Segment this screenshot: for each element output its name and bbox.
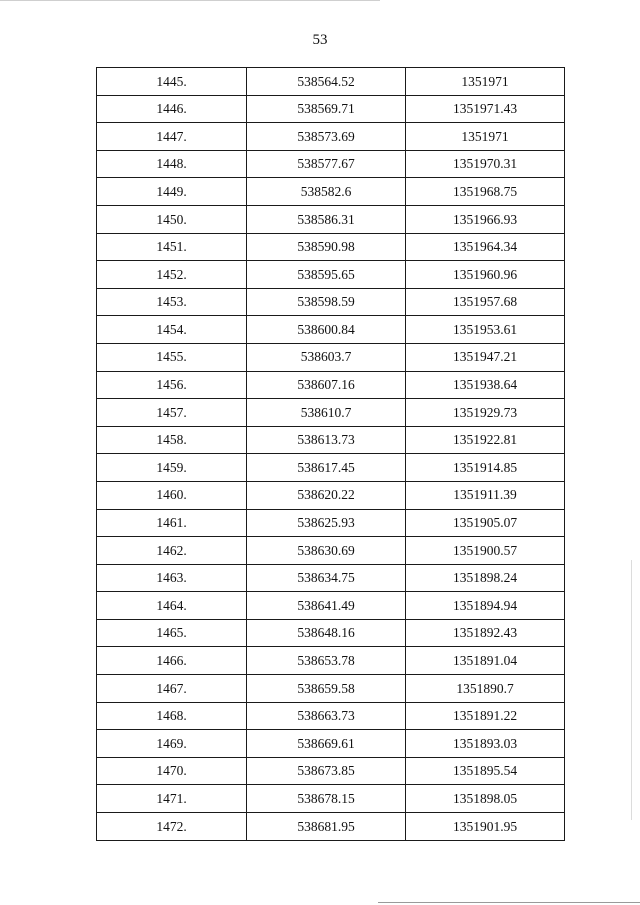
coordinates-table	[96, 67, 565, 841]
y-coordinate-cell: 1351953.61	[406, 316, 565, 344]
table-row	[97, 647, 565, 675]
x-coordinate-cell: 538663.73	[247, 702, 406, 730]
x-coordinate-cell: 538598.59	[247, 288, 406, 316]
y-coordinate-cell: 1351929.73	[406, 399, 565, 427]
table-row	[97, 150, 565, 178]
x-coordinate-cell: 538577.67	[247, 150, 406, 178]
y-coordinate-cell: 1351894.94	[406, 592, 565, 620]
table-row	[97, 399, 565, 427]
y-coordinate-cell: 1351922.81	[406, 426, 565, 454]
table-row	[97, 675, 565, 703]
x-coordinate-cell: 538625.93	[247, 509, 406, 537]
point-number-cell: 1459.	[97, 454, 247, 482]
table-row	[97, 537, 565, 565]
point-number-cell: 1461.	[97, 509, 247, 537]
table-row	[97, 454, 565, 482]
y-coordinate-cell: 1351970.31	[406, 150, 565, 178]
y-coordinate-cell: 1351968.75	[406, 178, 565, 206]
x-coordinate-cell: 538678.15	[247, 785, 406, 813]
table-row	[97, 288, 565, 316]
x-coordinate-cell: 538600.84	[247, 316, 406, 344]
y-coordinate-cell: 1351966.93	[406, 205, 565, 233]
point-number-cell: 1455.	[97, 343, 247, 371]
x-coordinate-cell: 538564.52	[247, 68, 406, 96]
table-row	[97, 564, 565, 592]
table-row	[97, 481, 565, 509]
point-number-cell: 1456.	[97, 371, 247, 399]
x-coordinate-cell: 538659.58	[247, 675, 406, 703]
y-coordinate-cell: 1351971	[406, 123, 565, 151]
y-coordinate-cell: 1351911.39	[406, 481, 565, 509]
x-coordinate-cell: 538573.69	[247, 123, 406, 151]
point-number-cell: 1463.	[97, 564, 247, 592]
table-row	[97, 261, 565, 289]
table-row	[97, 68, 565, 96]
y-coordinate-cell: 1351964.34	[406, 233, 565, 261]
scan-edge-top	[0, 0, 380, 1]
y-coordinate-cell: 1351971.43	[406, 95, 565, 123]
table-row	[97, 371, 565, 399]
table-row	[97, 813, 565, 841]
point-number-cell: 1447.	[97, 123, 247, 151]
point-number-cell: 1458.	[97, 426, 247, 454]
x-coordinate-cell: 538634.75	[247, 564, 406, 592]
y-coordinate-cell: 1351892.43	[406, 619, 565, 647]
table-row	[97, 757, 565, 785]
y-coordinate-cell: 1351895.54	[406, 757, 565, 785]
x-coordinate-cell: 538620.22	[247, 481, 406, 509]
x-coordinate-cell: 538681.95	[247, 813, 406, 841]
y-coordinate-cell: 1351893.03	[406, 730, 565, 758]
x-coordinate-cell: 538641.49	[247, 592, 406, 620]
x-coordinate-cell: 538610.7	[247, 399, 406, 427]
table-row	[97, 730, 565, 758]
point-number-cell: 1460.	[97, 481, 247, 509]
y-coordinate-cell: 1351905.07	[406, 509, 565, 537]
y-coordinate-cell: 1351938.64	[406, 371, 565, 399]
point-number-cell: 1453.	[97, 288, 247, 316]
x-coordinate-cell: 538648.16	[247, 619, 406, 647]
coordinates-table-body	[97, 68, 565, 841]
table-row	[97, 205, 565, 233]
table-row	[97, 426, 565, 454]
point-number-cell: 1465.	[97, 619, 247, 647]
y-coordinate-cell: 1351891.22	[406, 702, 565, 730]
x-coordinate-cell: 538607.16	[247, 371, 406, 399]
point-number-cell: 1462.	[97, 537, 247, 565]
y-coordinate-cell: 1351914.85	[406, 454, 565, 482]
x-coordinate-cell: 538617.45	[247, 454, 406, 482]
y-coordinate-cell: 1351898.24	[406, 564, 565, 592]
point-number-cell: 1446.	[97, 95, 247, 123]
table-row	[97, 123, 565, 151]
point-number-cell: 1448.	[97, 150, 247, 178]
x-coordinate-cell: 538582.6	[247, 178, 406, 206]
point-number-cell: 1451.	[97, 233, 247, 261]
x-coordinate-cell: 538586.31	[247, 205, 406, 233]
table-row	[97, 619, 565, 647]
x-coordinate-cell: 538603.7	[247, 343, 406, 371]
point-number-cell: 1457.	[97, 399, 247, 427]
x-coordinate-cell: 538630.69	[247, 537, 406, 565]
table-row	[97, 509, 565, 537]
scan-edge-right	[631, 560, 632, 820]
y-coordinate-cell: 1351971	[406, 68, 565, 96]
x-coordinate-cell: 538569.71	[247, 95, 406, 123]
point-number-cell: 1472.	[97, 813, 247, 841]
x-coordinate-cell: 538590.98	[247, 233, 406, 261]
point-number-cell: 1469.	[97, 730, 247, 758]
y-coordinate-cell: 1351960.96	[406, 261, 565, 289]
point-number-cell: 1450.	[97, 205, 247, 233]
point-number-cell: 1466.	[97, 647, 247, 675]
x-coordinate-cell: 538595.65	[247, 261, 406, 289]
table-row	[97, 592, 565, 620]
y-coordinate-cell: 1351947.21	[406, 343, 565, 371]
x-coordinate-cell: 538653.78	[247, 647, 406, 675]
point-number-cell: 1471.	[97, 785, 247, 813]
point-number-cell: 1470.	[97, 757, 247, 785]
table-row	[97, 785, 565, 813]
point-number-cell: 1468.	[97, 702, 247, 730]
y-coordinate-cell: 1351891.04	[406, 647, 565, 675]
page-number: 53	[312, 32, 328, 48]
point-number-cell: 1452.	[97, 261, 247, 289]
table-row	[97, 233, 565, 261]
x-coordinate-cell: 538613.73	[247, 426, 406, 454]
table-row	[97, 702, 565, 730]
table-row	[97, 178, 565, 206]
y-coordinate-cell: 1351957.68	[406, 288, 565, 316]
table-row	[97, 95, 565, 123]
y-coordinate-cell: 1351900.57	[406, 537, 565, 565]
y-coordinate-cell: 1351890.7	[406, 675, 565, 703]
table-row	[97, 343, 565, 371]
point-number-cell: 1454.	[97, 316, 247, 344]
x-coordinate-cell: 538669.61	[247, 730, 406, 758]
point-number-cell: 1464.	[97, 592, 247, 620]
y-coordinate-cell: 1351901.95	[406, 813, 565, 841]
point-number-cell: 1467.	[97, 675, 247, 703]
scan-edge-bottom	[378, 902, 640, 903]
point-number-cell: 1449.	[97, 178, 247, 206]
x-coordinate-cell: 538673.85	[247, 757, 406, 785]
point-number-cell: 1445.	[97, 68, 247, 96]
y-coordinate-cell: 1351898.05	[406, 785, 565, 813]
table-row	[97, 316, 565, 344]
